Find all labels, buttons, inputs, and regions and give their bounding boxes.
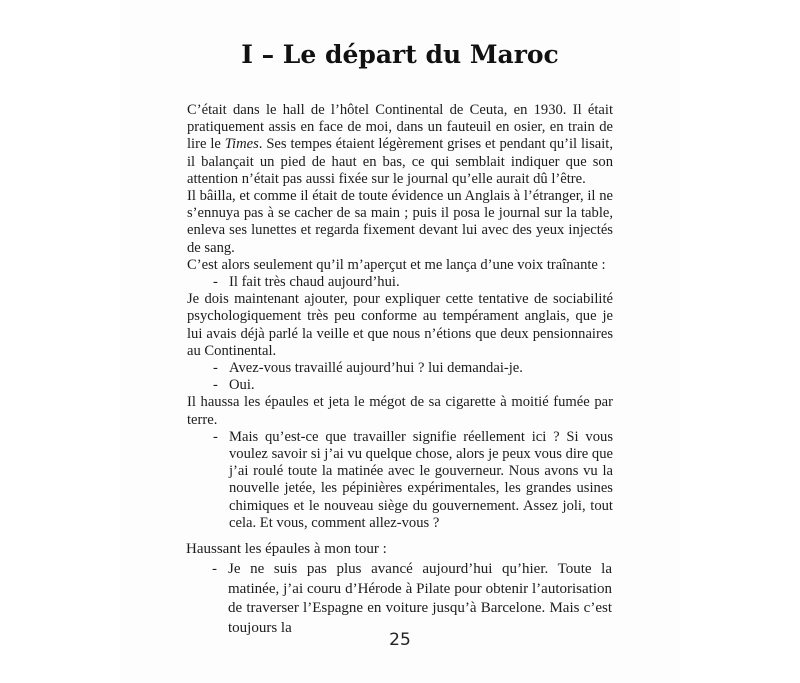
dialogue-dash: - — [213, 360, 218, 377]
dialogue-dash: - — [213, 377, 218, 394]
dialogue-dash: - — [213, 428, 218, 445]
page-number: 25 — [389, 630, 411, 650]
dialogue-line — [187, 274, 613, 291]
body-text-lower — [186, 540, 612, 639]
paragraph: Haussant les épaules à mon tour : — [186, 541, 387, 557]
dialogue-text: Oui. — [229, 377, 255, 394]
paragraph-text: . Ses tempes étaient légèrement grises et pendant qu’il lisait, il balançait un pied de haut en bas, ce qui semblait indiquer que son attention n’était pas aussi fixée sur le journal qu’elle aurait dû l’être. — [187, 136, 613, 187]
dialogue-line — [186, 560, 612, 639]
dialogue-text: Je ne suis pas plus avancé aujourd’hui qu’hier. Toute la matinée, j’ai couru d’Hérode à Pilate pour obtenir l’autorisation de traverser l’Espagne en voiture jusqu’à Barcelone. Mais c’est toujours la — [228, 560, 612, 637]
body-text — [187, 102, 613, 532]
dialogue-text: Avez-vous travaillé aujourd’hui ? lui demandai-je. — [229, 360, 523, 377]
dialogue-dash: - — [212, 560, 217, 577]
paragraph-text: C’était dans le hall de l’hôtel Continental de Ceuta, en 1930. Il était pratiquement assis en face de moi, dans un fauteuil en osier, en train de lire le — [187, 102, 613, 153]
paragraph: Je dois maintenant ajouter, pour expliquer cette tentative de sociabilité psychologiquement très peu conforme au tempérament anglais, que je lui avais déjà parlé la veille et que nous n’étions que deux pensionnaires au Continental. — [187, 291, 613, 359]
paragraph: Il haussa les épaules et jeta le mégot de sa cigarette à moitié fumée par terre. — [187, 394, 613, 428]
paragraph: C’est alors seulement qu’il m’aperçut et me lança d’une voix traînante : — [187, 256, 606, 273]
dialogue-text: Il fait très chaud aujourd’hui. — [229, 274, 400, 291]
paragraph — [187, 102, 613, 188]
dialogue-line — [187, 360, 613, 377]
newspaper-name: Times — [224, 136, 259, 153]
paragraph: Il bâilla, et comme il était de toute évidence un Anglais à l’étranger, il ne s’ennuya pas à se cacher de sa main ; puis il posa le journal sur la table, enleva ses lunettes et regarda fixement devant lui avec des yeux injectés de sang. — [187, 188, 613, 256]
dialogue-line — [187, 429, 613, 532]
dialogue-text: Mais qu’est-ce que travailler signifie réellement ici ? Si vous voulez savoir si j’ai vu quelque chose, alors je peux vous dire que j’ai roulé toute la matinée avec le gouverneur. Nous avons vu la nouvelle jetée, les pépinières expérimentales, les grandes usines chimiques et le nouveau siège du gouvernement. Assez joli, tout cela. Et vous, comment allez-vous ? — [229, 428, 613, 531]
chapter-title: I – Le départ du Maroc — [241, 40, 559, 69]
dialogue-line — [187, 377, 613, 394]
dialogue-dash: - — [213, 274, 218, 291]
